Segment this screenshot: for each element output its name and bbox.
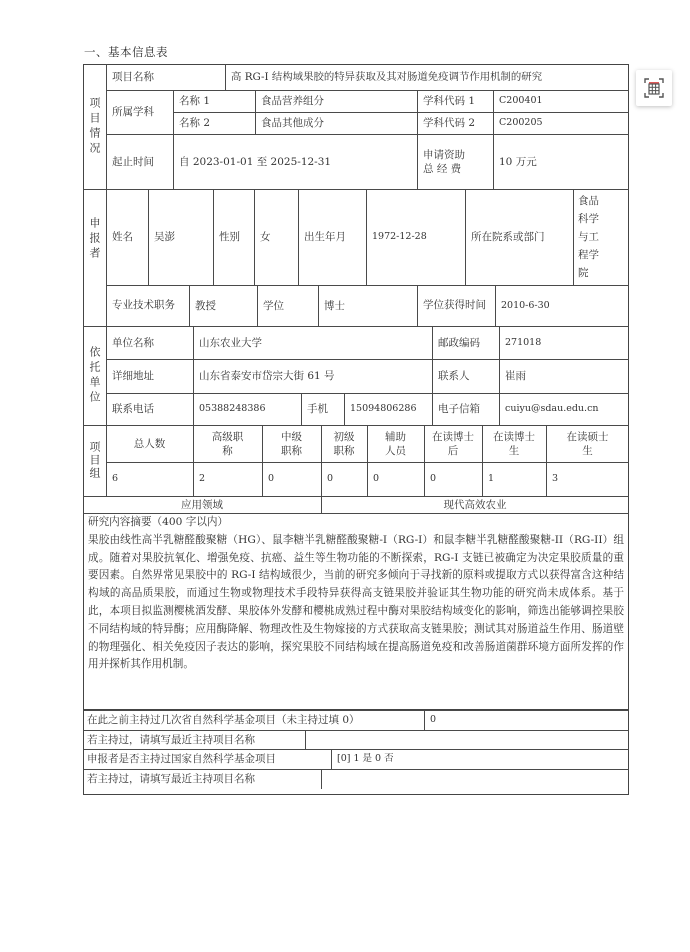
provincial-label: 在此之前主持过几次省自然科学基金项目（未主持过填 0）	[87, 714, 360, 726]
postcode-label: 邮政编码	[438, 336, 480, 349]
recent-project-label-2: 若主持过，请填写最近主持项目名称	[87, 773, 255, 785]
team-value-total: 6	[112, 473, 119, 484]
team-value-postdoc: 0	[430, 473, 437, 484]
email-value: cuiyu@sdau.edu.cn	[505, 403, 599, 414]
application-field-value: 现代高效农业	[443, 498, 507, 511]
period-value: 自 2023-01-01 至 2025-12-31	[179, 155, 332, 168]
subject-name1-value: 食品营养组分	[261, 95, 324, 107]
recent-project-label-1: 若主持过，请填写最近主持项目名称	[87, 733, 255, 746]
funding-label-line2: 总 经 费	[423, 162, 462, 175]
dept-value	[573, 189, 629, 285]
applicant-group-label	[83, 189, 106, 289]
abstract-title: 研究内容摘要（400 字以内）	[88, 516, 229, 528]
period-label: 起止时间	[112, 155, 154, 168]
subject-name2-value: 食品其他成分	[261, 117, 324, 129]
dept-label: 所在院系或部门	[471, 231, 545, 243]
project-group-label	[83, 64, 106, 189]
email-label: 电子信箱	[438, 403, 480, 415]
subject-label: 所属学科	[112, 106, 154, 118]
provincial-value[interactable]: 0	[430, 714, 437, 725]
team-header-postdoc: 在读博士后	[432, 430, 474, 457]
applicant-name-label: 姓名	[112, 231, 133, 243]
applicant-name-value: 吴澎	[154, 231, 175, 243]
team-group-label	[83, 425, 106, 496]
subject-code1-label: 学科代码 1	[423, 95, 476, 107]
team-value-junior: 0	[327, 473, 334, 484]
application-field-label: 应用领域	[181, 498, 223, 511]
unit-name-label: 单位名称	[112, 336, 154, 349]
gender-value: 女	[260, 231, 271, 243]
unit-group-text: 依托单位	[88, 345, 101, 406]
degree-date-value: 2010-6-30	[501, 299, 550, 311]
subject-name2-label: 名称 2	[179, 117, 211, 129]
team-header-master: 在读硕士生	[566, 430, 609, 457]
contact-label: 联系人	[438, 370, 470, 382]
birth-value: 1972-12-28	[372, 231, 427, 242]
degree-value: 博士	[324, 299, 345, 312]
team-value-senior: 2	[199, 473, 206, 484]
funding-label	[417, 134, 493, 189]
prof-title-label: 专业技术职务	[112, 299, 175, 311]
postcode-value: 271018	[505, 336, 542, 348]
team-value-assistant: 0	[373, 473, 380, 484]
team-group-text: 项目组	[88, 441, 101, 480]
team-header-assistant: 辅助人员	[385, 430, 406, 457]
abstract-section	[84, 514, 628, 674]
team-header-senior: 高级职称	[211, 430, 244, 457]
unit-name-value: 山东农业大学	[199, 336, 262, 349]
subject-code2-label: 学科代码 2	[423, 117, 476, 129]
mobile-label: 手机	[307, 403, 328, 415]
subject-code2-value: C200205	[499, 117, 543, 128]
national-value[interactable]: [0] 1 是 0 否	[337, 753, 394, 764]
subject-code1-value: C200401	[499, 95, 543, 106]
national-label: 申报者是否主持过国家自然科学基金项目	[87, 753, 276, 765]
funding-value: 10 万元	[499, 155, 537, 168]
applicant-group-text: 申报者	[88, 216, 101, 262]
abstract-text: 果胶由线性高半乳糖醛酸聚糖（HG）、鼠李糖半乳糖醛酸聚糖-I（RG-I）和鼠李糖半乳糖醛酸聚糖-II（RG-II）组成。随着对果胶抗氧化、增强免疫、抗癌、益生等生物功能的不断探索，RG-I 支链已被确定为决定果胶质量的重要因素。自然界常见果胶中的 RG-I 结构域很少，当前的研究多倾向于寻找新的原料或提取方式以获得富含这种结构域的高品质果胶，而通过生物或物理技术手段特异获得高支链果胶并验证其生物功能的研究尚未成体系。基于此，本项目拟监测樱桃酒发酵、果胶体外发酵和樱桃成熟过程中酶对果胶结构域变化的影响，筛选出能够调控果胶不同结构域的特异酶；应用酶降解、物理改性及生物嫁接的方式获取高支链果胶；测试其对肠道益生作用、肠道壁的物理强化、相关免疫因子表达的影响，探究果胶不同结构域在提高肠道免疫和改善肠道菌群环境方面所发挥的作用并探析其作用机制。	[88, 533, 624, 671]
birth-label: 出生年月	[304, 231, 346, 243]
address-value: 山东省泰安市岱宗大街 61 号	[199, 370, 335, 382]
phone-label: 联系电话	[112, 403, 154, 415]
subject-name1-label: 名称 1	[179, 95, 211, 107]
table-extract-icon	[643, 77, 665, 99]
team-header-total: 总人数	[133, 437, 166, 450]
recent-project-value-1[interactable]	[305, 730, 629, 749]
team-value-phd: 1	[488, 473, 495, 484]
degree-date-label: 学位获得时间	[423, 299, 486, 311]
unit-group-label	[83, 326, 106, 425]
team-header-phd: 在读博士生	[493, 430, 535, 457]
mobile-value: 15094806286	[350, 403, 417, 414]
contact-value: 崔雨	[505, 370, 526, 382]
section-title: 一、基本信息表	[84, 45, 168, 59]
team-header-junior: 初级职称	[333, 430, 355, 457]
gender-label: 性别	[219, 231, 240, 243]
address-label: 详细地址	[112, 370, 154, 382]
team-value-intermediate: 0	[268, 473, 275, 484]
recent-project-value-2[interactable]	[321, 769, 629, 789]
funding-label-line1: 申请资助	[423, 148, 465, 161]
phone-value: 05388248386	[199, 403, 266, 414]
prof-title-value: 教授	[195, 299, 216, 312]
project-name-label: 项目名称	[112, 71, 154, 83]
dept-value-text: 食品科学与工程学院	[578, 195, 599, 279]
degree-label: 学位	[263, 299, 284, 312]
project-group-text: 项目情况	[88, 96, 101, 157]
team-value-master: 3	[552, 473, 559, 484]
project-name-value: 高 RG-I 结构域果胶的特异获取及其对肠道免疫调节作用机制的研究	[231, 71, 543, 83]
table-extract-button[interactable]	[636, 70, 672, 106]
team-header-intermediate: 中级职称	[281, 430, 302, 457]
